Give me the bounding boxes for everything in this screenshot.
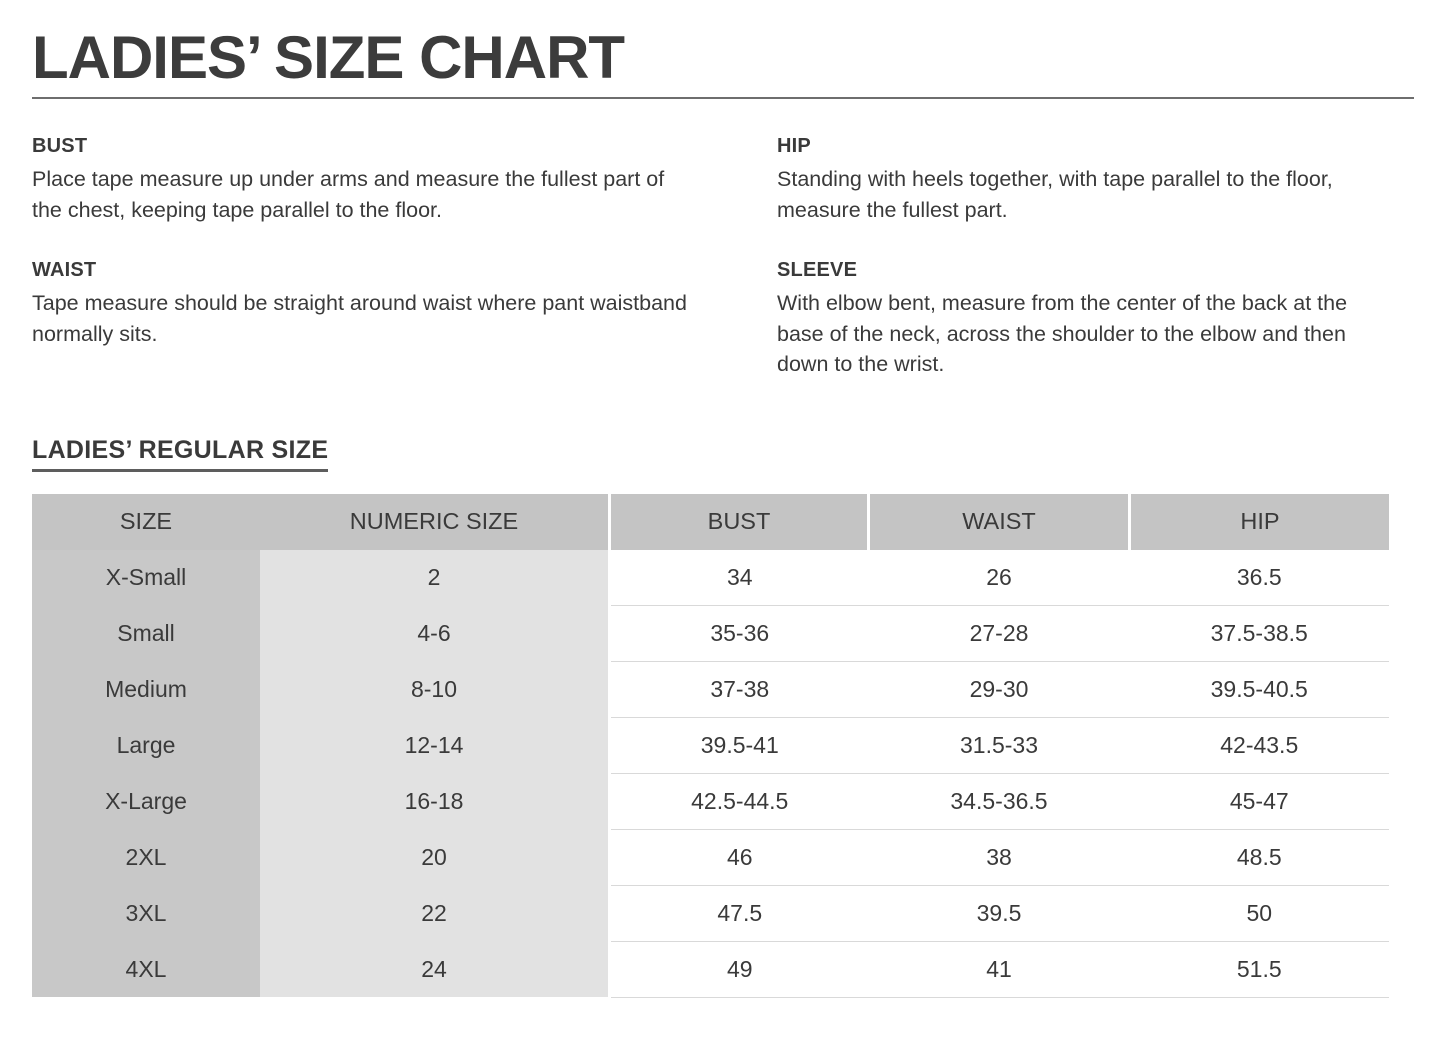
- table-header-row: [32, 494, 1389, 550]
- cell-bust: 39.5-41: [610, 717, 869, 773]
- cell-waist: 26: [869, 550, 1130, 606]
- column-header-numeric: NUMERIC SIZE: [260, 494, 610, 550]
- instruction-bust-text: Place tape measure up under arms and measure the fullest part of the chest, keeping tape parallel to the floor.: [32, 167, 665, 222]
- table-row: [32, 773, 1389, 829]
- cell-bust: 46: [610, 829, 869, 885]
- table-row: [32, 829, 1389, 885]
- cell-size: Large: [32, 717, 260, 773]
- cell-waist: 38: [869, 829, 1130, 885]
- instruction-hip-heading: HIP: [777, 135, 811, 157]
- cell-waist: 41: [869, 941, 1130, 997]
- column-header-hip: HIP: [1130, 494, 1390, 550]
- cell-size: 2XL: [32, 829, 260, 885]
- cell-numeric: 12-14: [260, 717, 610, 773]
- measurement-instructions: [32, 135, 1415, 414]
- cell-numeric: 8-10: [260, 661, 610, 717]
- column-header-bust: BUST: [610, 494, 869, 550]
- cell-numeric: 16-18: [260, 773, 610, 829]
- cell-hip: 51.5: [1130, 941, 1390, 997]
- cell-numeric: 2: [260, 550, 610, 606]
- cell-waist: 29-30: [869, 661, 1130, 717]
- column-header-size: SIZE: [32, 494, 260, 550]
- cell-hip: 37.5-38.5: [1130, 605, 1390, 661]
- cell-waist: 39.5: [869, 885, 1130, 941]
- instruction-bust-heading: BUST: [32, 135, 88, 157]
- cell-hip: 50: [1130, 885, 1390, 941]
- cell-size: 3XL: [32, 885, 260, 941]
- table-row: [32, 661, 1389, 717]
- page-title: LADIES’ SIZE CHART: [32, 24, 625, 91]
- cell-waist: 31.5-33: [869, 717, 1130, 773]
- cell-bust: 34: [610, 550, 869, 606]
- instruction-sleeve: [777, 259, 1415, 380]
- instruction-sleeve-heading: SLEEVE: [777, 259, 858, 282]
- cell-numeric: 4-6: [260, 605, 610, 661]
- cell-hip: 48.5: [1130, 829, 1390, 885]
- cell-numeric: 24: [260, 941, 610, 997]
- instruction-sleeve-text: With elbow bent, measure from the center of the back at the base of the neck, across the shoulder to the elbow and then down to the wrist.: [777, 291, 1348, 377]
- instruction-waist-heading: WAIST: [32, 259, 97, 282]
- cell-hip: 39.5-40.5: [1130, 661, 1390, 717]
- cell-bust: 35-36: [610, 605, 869, 661]
- instruction-bust: [32, 135, 777, 225]
- table-row: [32, 550, 1389, 606]
- cell-waist: 34.5-36.5: [869, 773, 1130, 829]
- table-row: [32, 605, 1389, 661]
- cell-size: X-Small: [32, 550, 260, 606]
- column-header-waist: WAIST: [869, 494, 1130, 550]
- cell-bust: 49: [610, 941, 869, 997]
- instruction-waist: [32, 259, 777, 380]
- cell-size: Medium: [32, 661, 260, 717]
- cell-bust: 42.5-44.5: [610, 773, 869, 829]
- instruction-hip-text: Standing with heels together, with tape parallel to the floor, measure the fullest part.: [777, 167, 1333, 222]
- instruction-hip: [777, 135, 1415, 225]
- cell-hip: 45-47: [1130, 773, 1390, 829]
- table-row: [32, 717, 1389, 773]
- cell-numeric: 22: [260, 885, 610, 941]
- table-row: [32, 885, 1389, 941]
- cell-bust: 47.5: [610, 885, 869, 941]
- title-divider: [32, 97, 1414, 99]
- cell-size: 4XL: [32, 941, 260, 997]
- section-heading: LADIES’ REGULAR SIZE: [32, 436, 328, 472]
- cell-size: Small: [32, 605, 260, 661]
- cell-bust: 37-38: [610, 661, 869, 717]
- cell-hip: 42-43.5: [1130, 717, 1390, 773]
- ladies-regular-size-table: [32, 494, 1389, 998]
- cell-size: X-Large: [32, 773, 260, 829]
- cell-numeric: 20: [260, 829, 610, 885]
- cell-waist: 27-28: [869, 605, 1130, 661]
- cell-hip: 36.5: [1130, 550, 1390, 606]
- instruction-waist-text: Tape measure should be straight around waist where pant waistband normally sits.: [32, 291, 687, 346]
- table-row: [32, 941, 1389, 997]
